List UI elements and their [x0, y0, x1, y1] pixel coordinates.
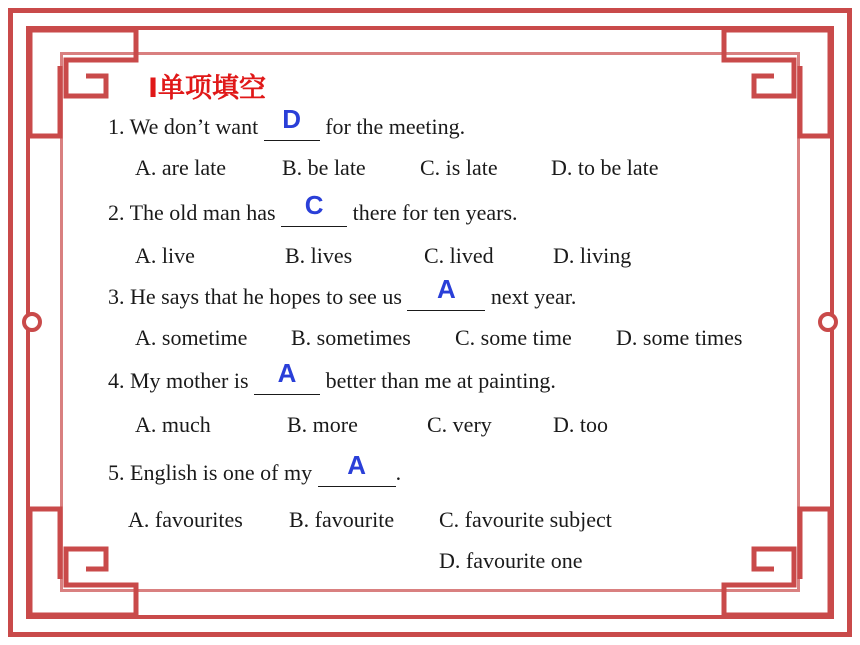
- question-2-blank: [281, 190, 347, 227]
- question-4-blank: [254, 358, 320, 395]
- question-5-text-before: 5. English is one of my: [108, 460, 318, 485]
- question-1-option-c: C. is late: [420, 155, 498, 180]
- question-3-option-a: A. sometime: [135, 325, 248, 350]
- question-5-text-after: .: [395, 460, 402, 485]
- question-3-blank: [407, 274, 485, 311]
- question-4-text-before: 4. My mother is: [108, 368, 255, 393]
- question-3-option-b: B. sometimes: [291, 325, 411, 350]
- question-1-text-after: for the meeting.: [319, 114, 466, 139]
- question-2-text-before: 2. The old man has: [108, 200, 282, 225]
- question-2-option-a: A. live: [135, 243, 195, 268]
- question-3-option-d: D. some times: [616, 325, 743, 350]
- question-5-answer: A: [347, 450, 366, 480]
- question-5-option-c: C. favourite subject: [439, 507, 612, 532]
- question-1-text-before: 1. We don’t want: [108, 114, 264, 139]
- question-3-text-before: 3. He says that he hopes to see us: [108, 284, 408, 309]
- question-2-option-d: D. living: [553, 243, 632, 268]
- question-1-option-b: B. be late: [282, 155, 366, 180]
- question-4-option-a: A. much: [135, 412, 211, 437]
- question-1: [108, 104, 466, 141]
- question-5-option-b: B. favourite: [289, 507, 395, 532]
- question-5: [108, 450, 402, 487]
- question-5-option-d: D. favourite one: [439, 548, 583, 573]
- question-2-text-after: there for ten years.: [347, 200, 518, 225]
- question-5-option-a: A. favourites: [128, 507, 243, 532]
- question-4-text-after: better than me at painting.: [320, 368, 556, 393]
- question-5-blank: [318, 450, 396, 487]
- question-2-option-b: B. lives: [285, 243, 353, 268]
- question-4-option-c: C. very: [427, 412, 492, 437]
- question-2: [108, 190, 518, 227]
- question-3-option-c: C. some time: [455, 325, 572, 350]
- question-2-option-c: C. lived: [424, 243, 494, 268]
- question-4: [108, 358, 556, 395]
- question-3-text-after: next year.: [485, 284, 577, 309]
- question-1-answer: D: [282, 104, 302, 134]
- question-1-option-d: D. to be late: [551, 155, 659, 180]
- section-title: Ⅰ单项填空: [148, 73, 267, 104]
- question-1-blank: [264, 104, 320, 141]
- question-1-option-a: A. are late: [135, 155, 226, 180]
- question-4-answer: A: [277, 358, 297, 388]
- question-4-option-b: B. more: [287, 412, 358, 437]
- question-4-option-d: D. too: [553, 412, 608, 437]
- question-2-answer: C: [304, 190, 324, 220]
- question-3-answer: A: [437, 274, 456, 304]
- question-3: [108, 274, 577, 311]
